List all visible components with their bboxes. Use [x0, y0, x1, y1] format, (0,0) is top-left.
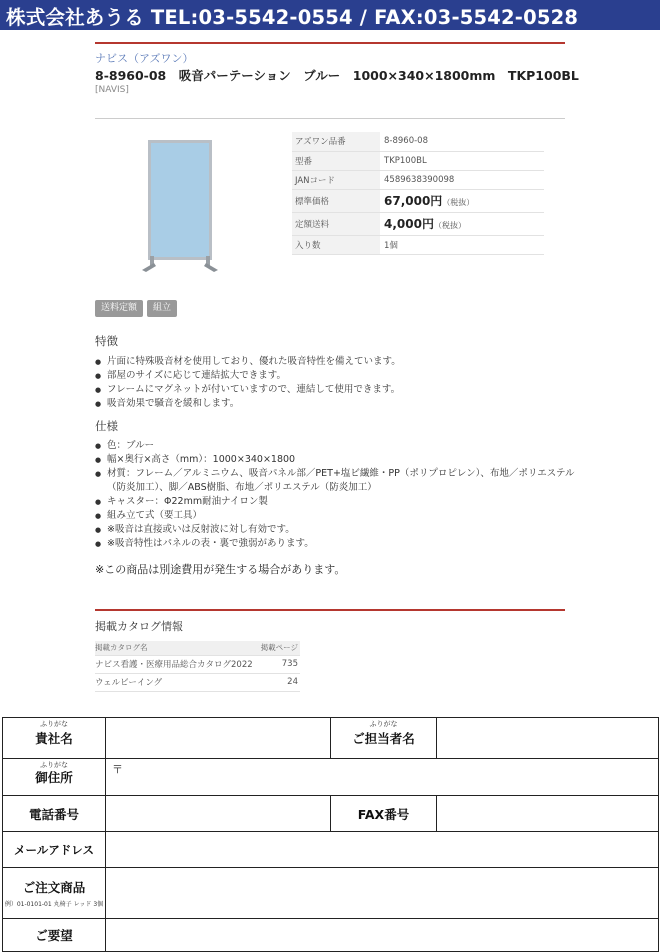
catalog-col-name: 掲載カタログ名: [95, 641, 259, 655]
phone-label: 電話番号: [3, 796, 106, 832]
spec-key: 型番: [292, 151, 380, 170]
tag-shipping: 送料定額: [95, 300, 143, 317]
catalog-name: ナビス看護・医療用品総合カタログ2022: [95, 655, 259, 673]
shipping-tax: （税抜）: [433, 221, 466, 230]
table-row: [95, 655, 300, 673]
catalog-page: 24: [259, 673, 300, 691]
list-item: ● 材質：フレーム／アルミニウム、吸音パネル部／PET+塩ビ繊維・PP（ポリプロピレン）、布地／ポリエステル（防炎加工）、脚／ABS樹脂、布地／ポリエステル（防炎加工）: [95, 467, 575, 495]
order-label-cell: [3, 868, 106, 919]
product-title: 8-8960-08 吸音パーテーション ブルー 1000×340×1800mm TKP100BL: [95, 68, 579, 83]
form-row-address: [3, 759, 659, 796]
form-row-order: [3, 868, 659, 919]
panel-fabric: [151, 143, 209, 257]
spec-row: [292, 151, 544, 170]
phone-input[interactable]: [106, 796, 331, 832]
person-label: ご担当者名: [352, 731, 415, 746]
accent-divider: [95, 609, 565, 611]
catalog-header-row: [95, 641, 300, 655]
request-label: ご要望: [3, 919, 106, 952]
list-item: ● フレームにマグネットが付いていますので、連結して使用できます。: [95, 383, 575, 397]
order-form: [2, 717, 659, 952]
price-amount: 67,000円: [384, 194, 443, 208]
product-image: [140, 138, 220, 272]
zip-mark: 〒: [112, 763, 123, 776]
spec-row-shipping: [292, 212, 544, 235]
email-label: メールアドレス: [3, 832, 106, 868]
price-key: 標準価格: [292, 189, 380, 212]
list-item: ● 幅×奥行×高さ（mm）：1000×340×1800: [95, 453, 575, 467]
cost-note: ※この商品は別途費用が発生する場合があります。: [95, 563, 346, 576]
request-input[interactable]: [106, 919, 659, 952]
qty-key: 入り数: [292, 235, 380, 254]
list-item: ● キャスター：Φ22mm耐油ナイロン製: [95, 495, 575, 509]
form-row-request: [3, 919, 659, 952]
catalog-col-page: 掲載ページ: [259, 641, 300, 655]
order-example: 例）01-0101-01 丸椅子 レッド 3個: [4, 901, 104, 908]
accent-divider: [95, 42, 565, 44]
panel-foot-right: [204, 263, 218, 272]
furigana-label: ふりがな: [369, 720, 398, 728]
specs-heading: 仕様: [95, 419, 118, 433]
form-row-phone: [3, 796, 659, 832]
address-input[interactable]: [106, 759, 659, 796]
catalog-name: ウェルビーイング: [95, 673, 259, 691]
price-tax: （税抜）: [442, 198, 475, 207]
company-label: 貴社名: [35, 731, 73, 746]
form-row-email: [3, 832, 659, 868]
spec-row: [292, 170, 544, 189]
person-label-cell: [331, 718, 437, 759]
list-item: ● 片面に特殊吸音材を使用しており、優れた吸音特性を備えています。: [95, 355, 575, 369]
list-item: ● 部屋のサイズに応じて連結拡大できます。: [95, 369, 575, 383]
banner-text: 株式会社あうる TEL:03-5542-0554 / FAX:03-5542-0528: [6, 6, 579, 29]
list-item: ● ※吸音は直接或いは反射波に対し有効です。: [95, 523, 575, 537]
tag-assembly: 組立: [147, 300, 177, 317]
product-maker: [NAVIS]: [95, 85, 129, 95]
spec-row: [292, 235, 544, 254]
features-list: [95, 355, 575, 411]
catalog-table: [95, 641, 300, 692]
qty-value: 1個: [380, 235, 544, 254]
fax-input[interactable]: [437, 796, 659, 832]
fax-label: FAX番号: [331, 796, 437, 832]
email-input[interactable]: [106, 832, 659, 868]
list-item: ● 組み立て式（要工具）: [95, 509, 575, 523]
spec-value: 4589638390098: [380, 170, 544, 189]
catalog-page: 735: [259, 655, 300, 673]
features-heading: 特徴: [95, 334, 118, 348]
list-item: ● 色：ブルー: [95, 439, 575, 453]
product-brand[interactable]: ナビス（アズワン）: [95, 52, 194, 65]
specs-list: [95, 439, 575, 551]
address-label: 御住所: [35, 770, 73, 785]
tag-list: [95, 300, 177, 317]
spec-value: 8-8960-08: [380, 132, 544, 151]
panel-foot-left: [142, 263, 156, 272]
company-label-cell: [3, 718, 106, 759]
furigana-label: ふりがな: [40, 720, 68, 728]
list-item: ● 吸音効果で騒音を緩和します。: [95, 397, 575, 411]
spec-key: JANコード: [292, 170, 380, 189]
table-row: [95, 673, 300, 691]
shipping-key: 定額送料: [292, 212, 380, 235]
spec-value: TKP100BL: [380, 151, 544, 170]
order-input[interactable]: [106, 868, 659, 919]
furigana-label: ふりがな: [40, 761, 68, 769]
spec-row-price: [292, 189, 544, 212]
divider: [95, 118, 565, 119]
list-item: ● ※吸音特性はパネルの表・裏で強弱があります。: [95, 537, 575, 551]
header-banner: [0, 0, 660, 30]
order-label: ご注文商品: [22, 880, 86, 895]
catalog-heading: 掲載カタログ情報: [95, 620, 183, 633]
spec-key: アズワン品番: [292, 132, 380, 151]
address-label-cell: [3, 759, 106, 796]
spec-table: [292, 132, 544, 255]
shipping-amount: 4,000円: [384, 217, 434, 231]
spec-row: [292, 132, 544, 151]
form-row-company: [3, 718, 659, 759]
person-input[interactable]: [437, 718, 659, 759]
company-input[interactable]: [106, 718, 331, 759]
